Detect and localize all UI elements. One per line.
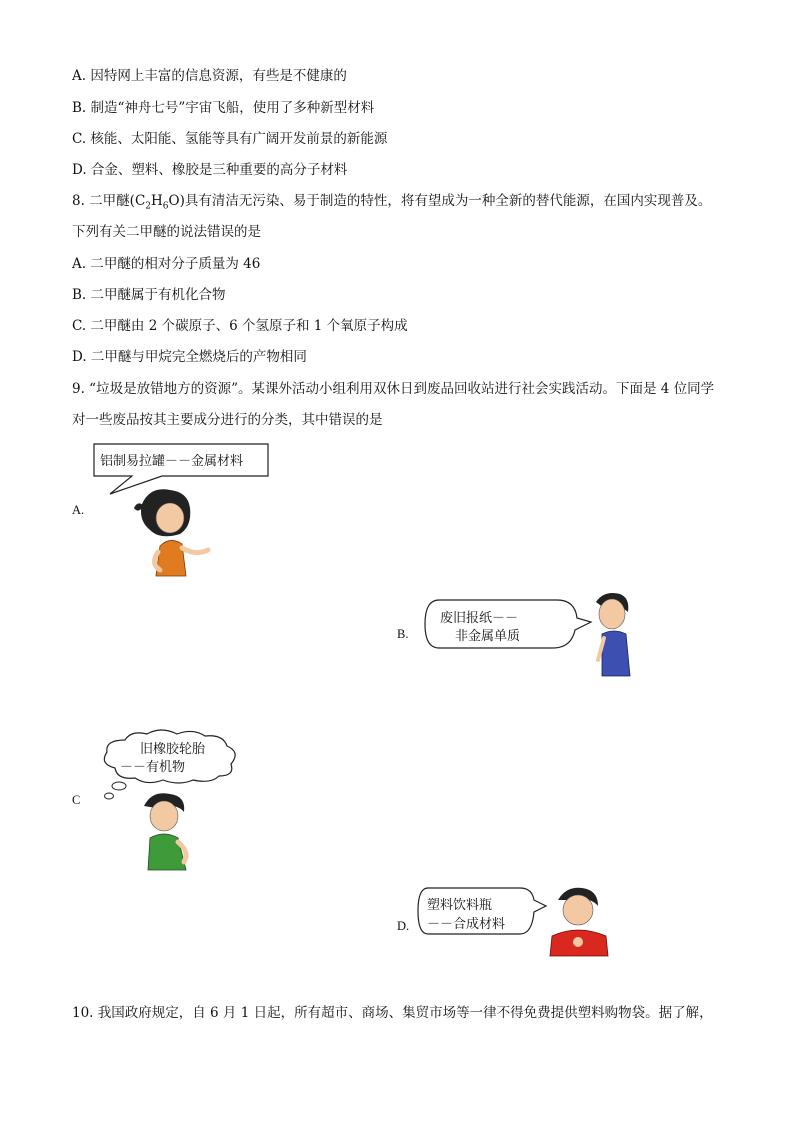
q9-stem-line2: 对一些废品按其主要成分进行的分类，其中错误的是: [72, 412, 383, 428]
q8-option-b: B. 二甲醚属于有机化合物: [72, 287, 226, 303]
boy-figure-icon: [590, 590, 638, 680]
q7-option-a: A. 因特网上丰富的信息资源，有些是不健康的: [72, 68, 347, 84]
q7-option-b: B. 制造“神舟七号”宇宙飞船，使用了多种新型材料: [72, 100, 375, 116]
q10-stem-line1: 10. 我国政府规定，自 6 月 1 日起，所有超市、商场、集贸市场等一律不得免费提供塑料购物袋。据了解，: [72, 1005, 713, 1021]
q9-d-bubble-line2: －－合成材料: [427, 917, 506, 932]
q8-stem-line1: [72, 192, 711, 216]
q9-stem-line1: 9. “垃圾是放错地方的资源”。某课外活动小组利用双休日到废品回收站进行社会实践活动。下面是 4 位同学: [72, 381, 715, 397]
q9-b-bubble-line1: 废旧报纸－－: [440, 611, 519, 626]
girl-figure-icon: [130, 486, 220, 582]
q8-option-a: A. 二甲醚的相对分子质量为 46: [72, 256, 261, 272]
q7-option-d: D. 合金、塑料、橡胶是三种重要的高分子材料: [72, 162, 348, 178]
q9-c-bubble-line2: －－有机物: [120, 760, 186, 775]
q8-stem-h: H: [151, 193, 163, 209]
boy-figure-icon: [138, 790, 200, 874]
q9-d-label: D.: [397, 919, 410, 933]
q7-option-c: C. 核能、太阳能、氢能等具有广阔开发前景的新能源: [72, 131, 388, 147]
q9-b-label: B.: [397, 627, 409, 641]
q9-d-bubble-line1: 塑料饮料瓶: [427, 898, 493, 913]
q8-sub-6: 6: [162, 201, 169, 212]
q9-c-bubble-line1: 旧橡胶轮胎: [140, 742, 206, 757]
q8-option-c: C. 二甲醚由 2 个碳原子、6 个氢原子和 1 个氧原子构成: [72, 318, 408, 334]
boy-figure-icon: [544, 886, 614, 958]
q9-a-bubble-text: 铝制易拉罐－－金属材料: [100, 454, 244, 469]
q8-option-d: D. 二甲醚与甲烷完全燃烧后的产物相同: [72, 349, 307, 365]
q9-c-label: C: [72, 793, 81, 807]
q8-stem-line2: 下列有关二甲醚的说法错误的是: [72, 224, 261, 240]
q9-a-label: A.: [72, 503, 85, 517]
q8-sub-2: 2: [145, 201, 152, 212]
q8-stem-post: O)具有清洁无污染、易于制造的特性，将有望成为一种全新的替代能源，在国内实现普及。: [168, 193, 712, 209]
q8-stem-pre: 8. 二甲醚(C: [72, 193, 146, 209]
q9-b-bubble-line2: 非金属单质: [455, 629, 521, 644]
